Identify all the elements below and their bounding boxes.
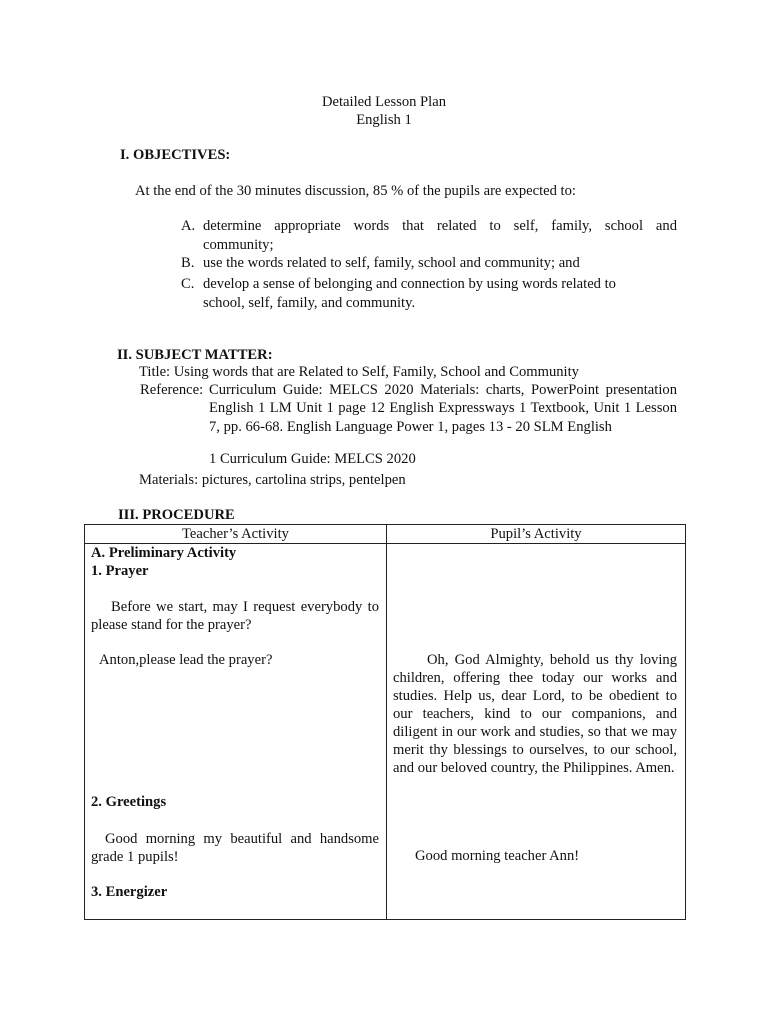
objective-text: develop a sense of belonging and connection by using words related to (203, 276, 616, 292)
title-line-2: English 1 (356, 112, 412, 128)
pupil-prayer: Oh, God Almighty, behold us thy loving children, offering thee today our works and studies. Help us, dear Lord, to be obedient to our teachers, kind to our companions, and diligent in our work and studies, so that we may merit thy blessings to ourselves, to our school, and our beloved country, the Philippines. Amen. (393, 652, 677, 776)
subject-title: Title: Using words that are Related to Self, Family, School and Community (139, 364, 579, 380)
teacher-greeting: Good morning my beautiful and handsome grade 1 pupils! (91, 831, 379, 865)
reference-tail: 1 Curriculum Guide: MELCS 2020 (209, 451, 416, 467)
column-divider (386, 525, 387, 919)
objective-item-c (181, 275, 677, 312)
objective-letter: A. (181, 218, 196, 234)
objectives-heading: I. OBJECTIVES: (120, 147, 231, 163)
objective-item-a (181, 217, 677, 254)
subject-matter-heading: II. SUBJECT MATTER: (117, 347, 273, 363)
reference-text: Curriculum Guide: MELCS 2020 Materials: charts, PowerPoint presentation English 1 LM Unit 1 page 12 English Expressways 1 Textbook, Unit 1 Lesson 7, pp. 66-68. English Language Power 1, pages 13 - 20 SLM English (209, 382, 677, 435)
objective-text: use the words related to self, family, school and community; and (203, 255, 580, 271)
step-greetings-heading: 2. Greetings (91, 794, 167, 810)
procedure-table (84, 524, 686, 920)
teacher-prayer-lead: Anton,please lead the prayer? (99, 652, 273, 668)
teacher-prayer-request: Before we start, may I request everybody to please stand for the prayer? (91, 599, 379, 633)
objective-text: determine appropriate words that related to self, family, school and (203, 218, 677, 234)
objective-text-cont: school, self, family, and community. (203, 294, 416, 311)
objective-item-b (181, 254, 677, 273)
column-header-pupil: Pupil’s Activity (490, 526, 582, 542)
step-prayer-heading: 1. Prayer (91, 563, 149, 579)
document-title (0, 93, 768, 129)
objective-letter: C. (181, 276, 195, 292)
reference-label: Reference: (140, 382, 204, 398)
step-energizer-heading: 3. Energizer (91, 884, 168, 900)
title-line-1: Detailed Lesson Plan (321, 94, 447, 110)
column-header-teacher: Teacher’s Activity (182, 526, 289, 542)
materials-line: Materials: pictures, cartolina strips, pentelpen (139, 472, 406, 488)
procedure-heading: III. PROCEDURE (118, 507, 235, 523)
objective-text-cont: community; (203, 236, 274, 253)
objectives-intro: At the end of the 30 minutes discussion, 85 % of the pupils are expected to: (135, 183, 576, 199)
objective-letter: B. (181, 255, 195, 271)
section-a-heading: A. Preliminary Activity (91, 545, 237, 561)
pupil-greeting: Good morning teacher Ann! (415, 848, 580, 864)
